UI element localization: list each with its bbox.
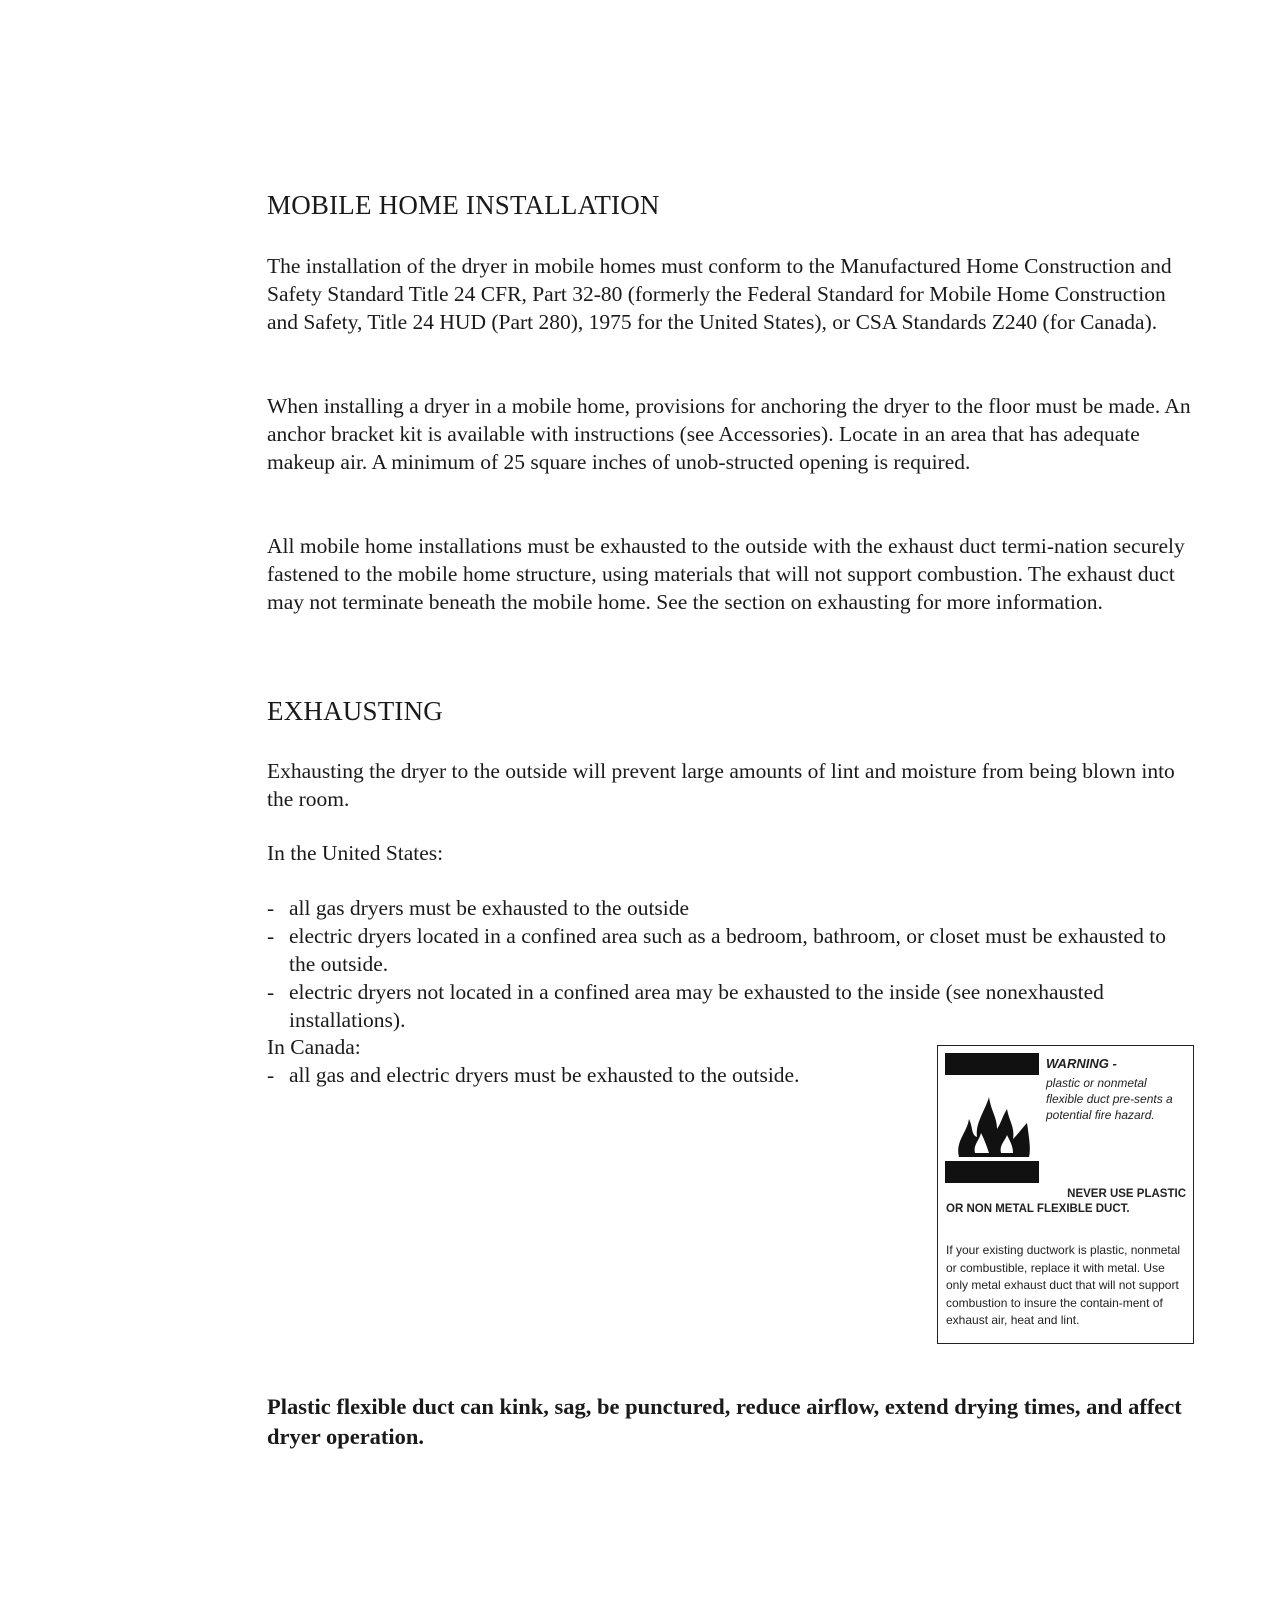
list-item bbox=[267, 922, 1197, 978]
list-item-text: electric dryers not located in a confined area may be exhausted to the inside (see nonexhausted installations). bbox=[289, 980, 1104, 1032]
us-requirements-list bbox=[267, 894, 1197, 1034]
canada-label: In Canada: bbox=[267, 1035, 361, 1059]
list-dash: - bbox=[267, 980, 275, 1004]
fire-hazard-icon bbox=[945, 1053, 1039, 1183]
warning-never-line-2: OR NON METAL FLEXIBLE DUCT. bbox=[946, 1203, 1130, 1215]
bottom-note: Plastic flexible duct can kink, sag, be punctured, reduce airflow, extend drying times, and affect dryer operation. bbox=[267, 1394, 1182, 1449]
list-dash: - bbox=[267, 924, 275, 948]
mobile-home-heading: MOBILE HOME INSTALLATION bbox=[267, 190, 660, 220]
us-label: In the United States: bbox=[267, 841, 444, 865]
mobile-home-paragraph-2: When installing a dryer in a mobile home, provisions for anchoring the dryer to the floor must be made. An anchor bracket kit is available with instructions (see Accessories). Locate in an area that has adequate makeup air. A minimum of 25 square inches of unob-structed opening is required. bbox=[267, 394, 1191, 474]
list-item-text: electric dryers located in a confined area such as a bedroom, bathroom, or closet must be exhausted to the outside. bbox=[289, 924, 1166, 976]
list-item-text: all gas and electric dryers must be exhausted to the outside. bbox=[289, 1063, 800, 1087]
exhausting-heading: EXHAUSTING bbox=[267, 696, 443, 726]
list-item bbox=[267, 1061, 907, 1089]
warning-title: WARNING - bbox=[1046, 1056, 1117, 1071]
list-item bbox=[267, 978, 1197, 1034]
list-dash: - bbox=[267, 896, 275, 920]
warning-box bbox=[937, 1045, 1194, 1344]
exhausting-paragraph: Exhausting the dryer to the outside will prevent large amounts of lint and moisture from being blown into the room. bbox=[267, 759, 1175, 811]
list-item-text: all gas dryers must be exhausted to the outside bbox=[289, 896, 690, 920]
list-item bbox=[267, 894, 1197, 922]
list-dash: - bbox=[267, 1063, 275, 1087]
mobile-home-paragraph-3: All mobile home installations must be exhausted to the outside with the exhaust duct termi-nation securely fastened to the mobile home structure, using materials that will not support combustion. The exhaust duct may not terminate beneath the mobile home. See the section on exhausting for more information. bbox=[267, 534, 1185, 614]
mobile-home-paragraph-1: The installation of the dryer in mobile homes must conform to the Manufactured Home Construction and Safety Standard Title 24 CFR, Part 32-80 (formerly the Federal Standard for Mobile Home Construction and Safety, Title 24 HUD (Part 280), 1975 for the United States), or CSA Standards Z240 (for Canada). bbox=[267, 254, 1172, 334]
warning-text: plastic or nonmetal flexible duct pre-sents a potential fire hazard. bbox=[1046, 1076, 1173, 1122]
warning-never-line-1: NEVER USE PLASTIC bbox=[1067, 1188, 1186, 1200]
canada-requirements-list bbox=[267, 1061, 907, 1089]
warning-detail: If your existing ductwork is plastic, nonmetal or combustible, replace it with metal. Use only metal exhaust duct that will not support combustion to insure the contain-ment of exhaust air, heat and lint. bbox=[946, 1243, 1181, 1327]
